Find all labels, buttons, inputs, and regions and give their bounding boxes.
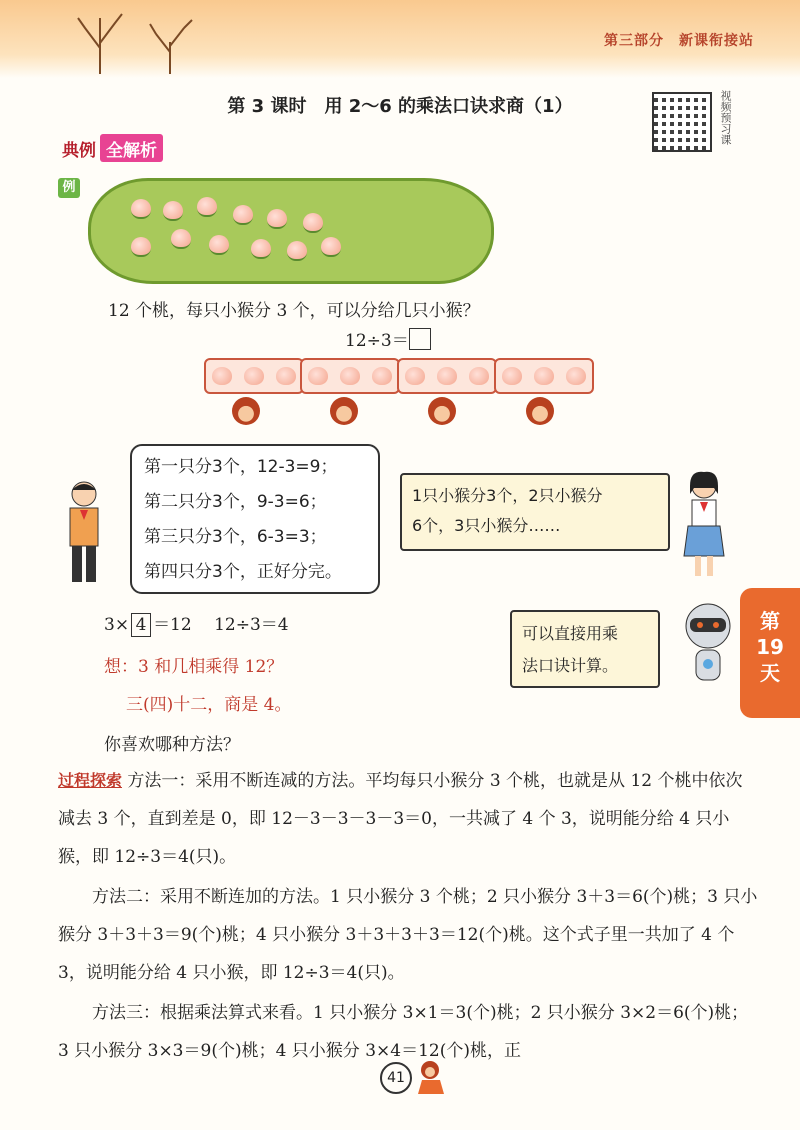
peach-icon [372,367,392,385]
peach-icon [321,237,341,257]
example-question: 12 个桃，每只小猴分 3 个，可以分给几只小猴？ [108,301,480,321]
day-tab-line3: 天 [760,661,780,685]
lesson-title: 第 3 课时 用 2～6 的乘法口诀求商（1） [227,96,573,117]
boy-icon [60,480,108,590]
method-three-paragraph: 方法三：根据乘法算式来看。1 只小猴分 3×1＝3(个)桃；2 只小猴分 3×2＝6(个)桃；3 只小猴分 3×3＝9(个)桃；4 只小猴分 3×4＝12(个)桃，正 [58,1003,749,1061]
think-line1: 想：3 和几相乘得 12？ [104,657,284,677]
peach-icon [437,367,457,385]
peach-group [300,358,400,394]
mult-suffix: ＝12 12÷3＝4 [153,615,289,635]
peach-icon [287,241,307,261]
speech-line: 1只小猴分3个，2只小猴分 [412,486,603,505]
speech-line: 第三只分3个，6-3=3； [144,527,327,547]
monkey-icon [232,397,260,425]
speech-line: 第一只分3个，12-3=9； [144,457,338,477]
speech-bubble-addition [400,473,670,551]
speech-line: 可以直接用乘 [522,624,619,643]
peach-icon [469,367,489,385]
monkey-icon [330,397,358,425]
monkey-icon [428,397,456,425]
badge-part2: 全解析 [100,134,163,162]
peach-group [204,358,304,394]
peach-icon [212,367,232,385]
method-one-paragraph [58,762,758,876]
peach-icon [534,367,554,385]
equation-left: 12÷3＝ [345,331,409,351]
peach-bush-illustration [88,178,494,284]
section-label: 第三部分 新课衔接站 [604,33,754,49]
equation [345,326,431,351]
mult-prefix: 3× [104,615,130,635]
peach-icon [163,201,183,221]
speech-line: 第二只分3个，9-3=6； [144,492,327,512]
speech-line: 法口诀计算。 [522,656,619,675]
peach-icon [171,229,191,249]
monkey-icon [526,397,554,425]
speech-bubble-subtraction [130,444,380,594]
girl-icon [680,470,728,580]
think-line2: 三(四)十二，商是 4。 [126,695,292,715]
peach-icon [209,235,229,255]
speech-bubble-robot [510,610,660,688]
mult-answer-box: 4 [131,613,151,637]
speech-line: 6个，3只小猴分…… [412,516,561,535]
peach-icon [303,213,323,233]
example-badge [58,134,163,162]
badge-part1: 典例 [62,141,96,161]
day-tab-line1: 第 [760,609,780,633]
day-tab-line2: 19 [756,635,784,659]
method-two-paragraph: 方法二：采用不断连加的方法。1 只小猴分 3 个桃；2 只小猴分 3＋3＝6(个)桃；3 只小猴分 3＋3＋3＝9(个)桃；4 只小猴分 3＋3＋3＋3＝12(个)桃。这个式子里一共加了 4 个 3，说明能分给 4 只小猴，即 12÷3＝4(只)。 [58,887,758,983]
peach-icon [251,239,271,259]
robot-icon [676,600,740,690]
method-one-text: 方法一：采用不断连减的方法。平均每只小猴分 3 个桃，也就是从 12 个桃中依次减去 3 个，直到差是 0，即 12－3－3－3－3＝0，一共减了 4 个 3，说明能分给 4 只小猴，即 12÷3＝4(只)。 [58,771,743,867]
answer-box[interactable] [409,328,431,350]
peach-icon [233,205,253,225]
peach-icon [197,197,217,217]
example-tag: 例 [58,178,80,198]
peach-icon [131,199,151,219]
monkey-mascot-icon [412,1056,452,1096]
explore-tag: 过程探索 [58,771,123,790]
peach-icon [244,367,264,385]
peach-icon [340,367,360,385]
speech-line: 第四只分3个，正好分完。 [144,562,342,582]
ask-line: 你喜欢哪种方法？ [104,735,240,755]
peach-icon [267,209,287,229]
tree-decoration-icon [60,8,220,76]
peach-icon [308,367,328,385]
qr-label: 视频预习课 [719,90,732,145]
peach-icon [502,367,522,385]
multiplication-line [104,610,289,637]
peach-icon [405,367,425,385]
peach-icon [131,237,151,257]
qr-code-icon[interactable] [652,92,712,152]
peach-icon [566,367,586,385]
peach-group [397,358,497,394]
peach-icon [276,367,296,385]
peach-group [494,358,594,394]
day-tab[interactable] [740,588,800,718]
page-number: 41 [380,1062,412,1094]
